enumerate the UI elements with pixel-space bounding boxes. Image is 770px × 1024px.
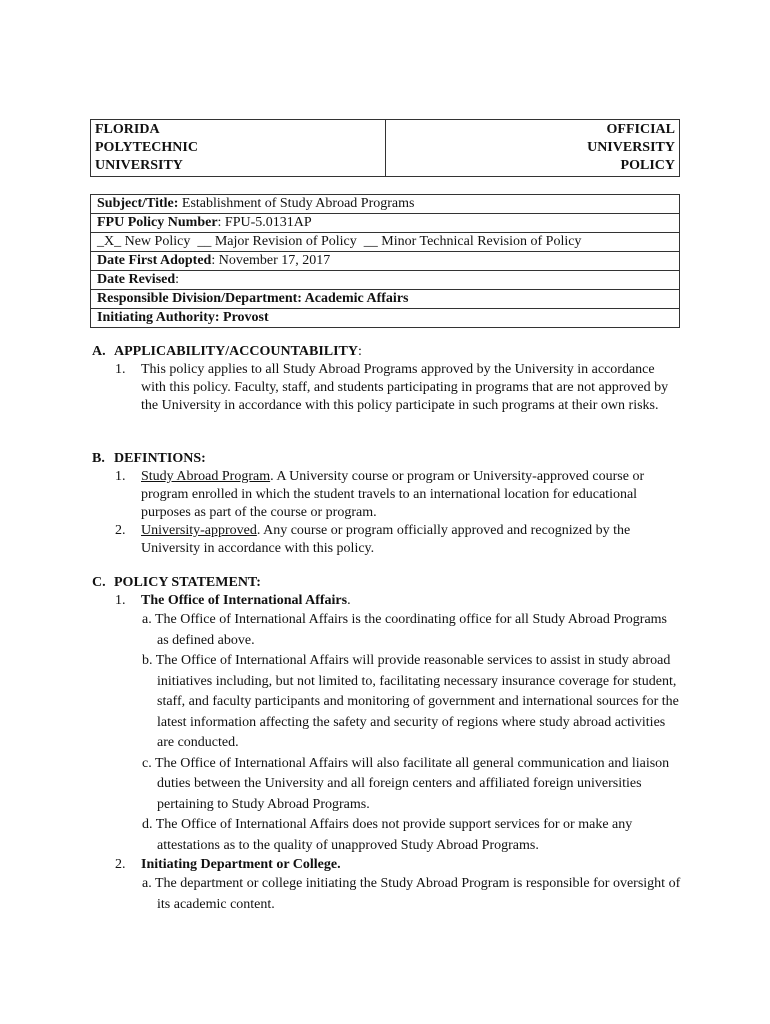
policy-number-value: : FPU-5.0131AP (217, 215, 312, 230)
header-table (90, 119, 680, 177)
section-definitions (92, 450, 682, 558)
date-adopted-label: Date First Adopted (97, 253, 212, 268)
date-adopted-row (91, 252, 679, 271)
item-title-line (141, 856, 682, 874)
division-row (91, 290, 679, 309)
sub-item: a. The department or college initiating the Study Abroad Program is responsible for oversight of its academic content. (142, 876, 681, 912)
section-policy-statement (92, 574, 682, 915)
section-letter: A. (92, 344, 106, 359)
section-heading (92, 450, 682, 468)
header-policy-label (386, 120, 679, 176)
section-title: DEFINTIONS: (114, 451, 206, 466)
list-item (92, 856, 682, 874)
header-left-line: UNIVERSITY (95, 158, 183, 173)
list-item (92, 592, 682, 610)
header-right-line: POLICY (620, 158, 675, 173)
date-adopted-value: : November 17, 2017 (211, 253, 331, 268)
item-number: 1. (115, 469, 126, 484)
item-title: The Office of International Affairs (141, 593, 348, 608)
list-item (92, 522, 682, 558)
item-number: 2. (115, 523, 126, 538)
header-university-name (91, 120, 386, 176)
section-heading (92, 343, 682, 361)
definition-term: University-approved (141, 523, 257, 538)
item-title-line (141, 592, 682, 610)
section-letter: B. (92, 451, 105, 466)
header-left-line: POLYTECHNIC (95, 140, 198, 155)
division-text: Responsible Division/Department: Academic Affairs (97, 291, 409, 306)
section-title: APPLICABILITY/ACCOUNTABILITY (114, 344, 359, 359)
section-title-suffix: : (358, 344, 362, 359)
policy-number-row (91, 214, 679, 233)
item-text (141, 468, 682, 522)
policy-info-table (90, 194, 680, 328)
authority-row (91, 309, 679, 327)
sub-item: c. The Office of International Affairs will also facilitate all general communication and liaison duties between the University and all foreign centers and affiliated foreign universities pertaining to Study Abroad Programs. (142, 755, 670, 812)
revision-type-row (91, 233, 679, 252)
policy-number-label: FPU Policy Number (97, 215, 218, 230)
date-revised-row (91, 271, 679, 290)
sub-item: a. The Office of International Affairs is the coordinating office for all Study Abroad Programs as defined above. (142, 612, 667, 648)
item-title: Initiating Department or College. (141, 857, 341, 872)
section-letter: C. (92, 575, 106, 590)
list-item (92, 361, 682, 415)
list-item (92, 468, 682, 522)
section-applicability (92, 343, 682, 415)
item-title-suffix: . (347, 593, 351, 608)
date-revised-label: Date Revised (97, 272, 176, 287)
section-heading (92, 574, 682, 592)
revision-type-text: _X_ New Policy __ Major Revision of Policy __ Minor Technical Revision of Policy (97, 234, 582, 249)
header-left-line: FLORIDA (95, 122, 160, 137)
item-number: 2. (115, 857, 126, 872)
section-title: POLICY STATEMENT: (114, 575, 261, 590)
subject-row (91, 195, 679, 214)
subject-value: Establishment of Study Abroad Programs (178, 196, 415, 211)
item-text (141, 522, 682, 558)
definition-term: Study Abroad Program (141, 469, 271, 484)
sub-item: b. The Office of International Affairs will provide reasonable services to assist in study abroad initiatives including, but not limited to, facilitating necessary insurance coverage for student, staff, and faculty participants and monitoring of government and international sources for the latest information affecting the safety and security of regions where study abroad activities are conducted. (142, 653, 679, 750)
item-number: 1. (115, 362, 126, 377)
sub-item: d. The Office of International Affairs does not provide support services for or make any attestations as to the quality of unapproved Study Abroad Programs. (142, 817, 633, 853)
definition-text: . Any course or program officially approved and recognized by the University in accordance with this policy. (141, 523, 631, 556)
header-right-line: OFFICIAL (606, 122, 675, 137)
authority-text: Initiating Authority: Provost (97, 310, 269, 325)
subject-label: Subject/Title: (97, 196, 179, 211)
date-revised-value: : (175, 272, 180, 287)
item-text: This policy applies to all Study Abroad Programs approved by the University in accordance with this policy. Faculty, staff, and students participating in programs that are not approved by the University in accordance with this policy participate in such programs at their own risks. (141, 362, 669, 413)
definition-text: . A University course or program or University-approved course or program enrolled in which the student travels to an international location for educational purposes as part of the course or program. (141, 469, 645, 520)
header-right-line: UNIVERSITY (587, 140, 675, 155)
item-number: 1. (115, 593, 126, 608)
